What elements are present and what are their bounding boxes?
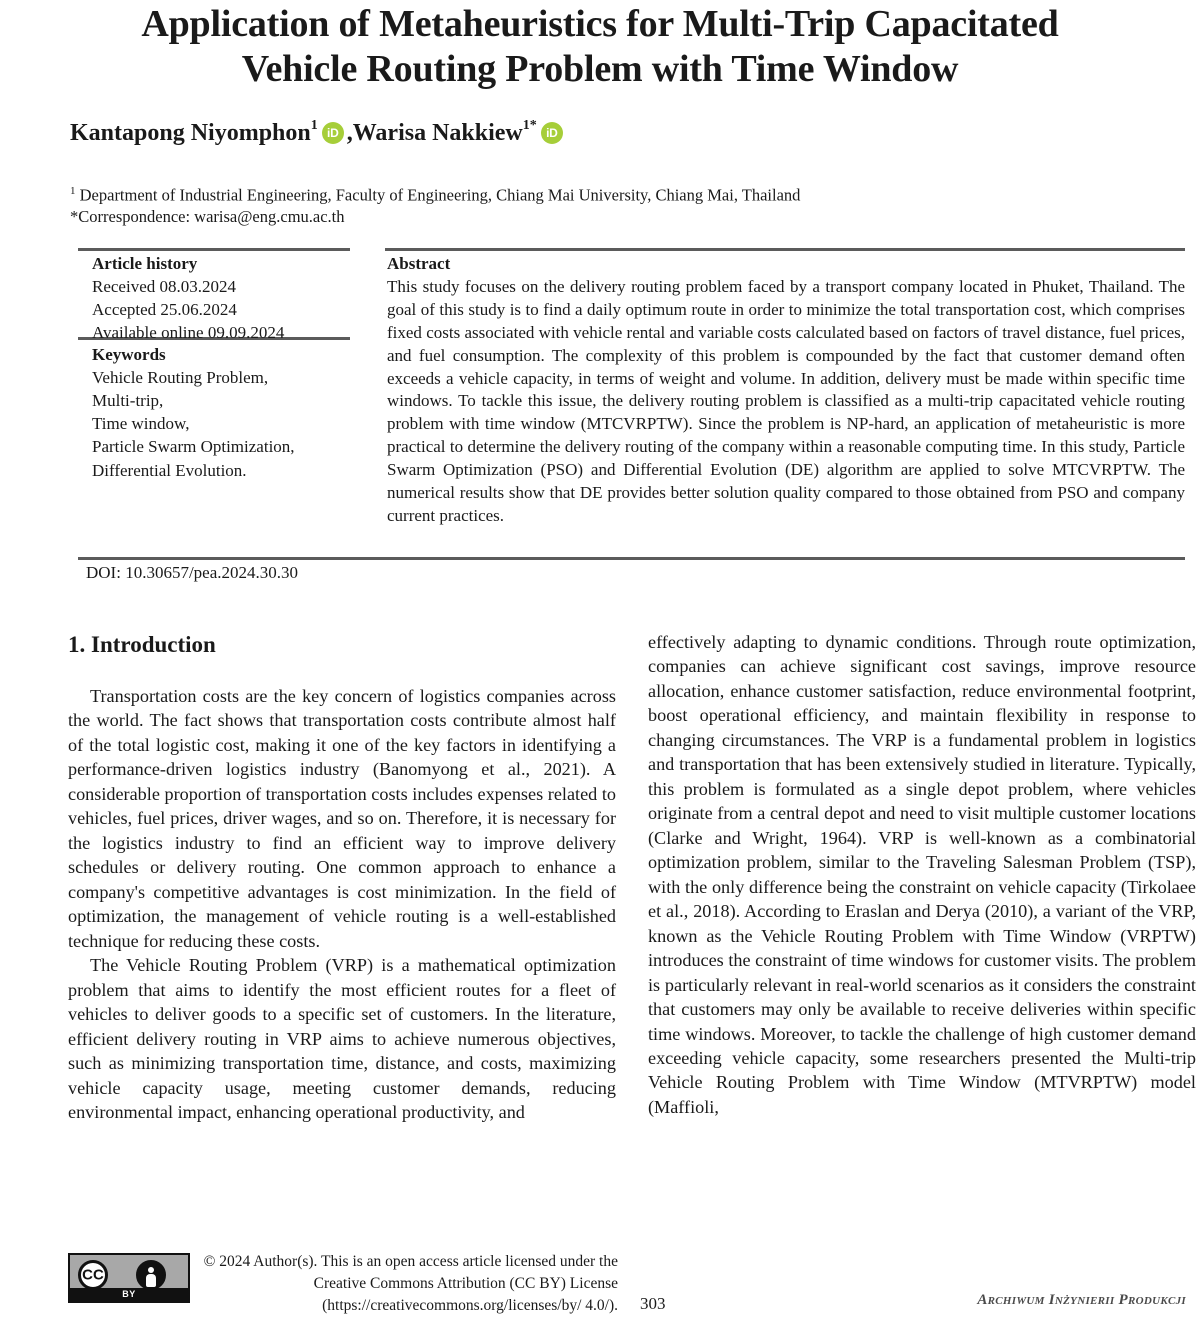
cc-circle-icon — [78, 1260, 108, 1290]
affiliation-line — [70, 184, 1120, 206]
article-history-top-rule — [78, 248, 350, 251]
person-head — [148, 1267, 154, 1273]
author-affiliation-marker-2: 1* — [522, 118, 537, 133]
doi-top-rule — [78, 557, 1185, 560]
article-history-box — [78, 252, 350, 344]
abstract-text: This study focuses on the delivery routing problem faced by a transport company located in Phuket, Thailand. The goal of this study is to find a daily optimum route in order to minimize the total transportation cost, which comprises fixed costs associated with vehicle rental and variable costs calculated based on factors of travel distance, fuel prices, and fuel consumption. The complexity of this problem is compounded by the fact that customer demand often exceeds a vehicle capacity, in terms of weight and volume. In addition, delivery must be made within specific time windows. To tackle this issue, the delivery routing problem is classified as a multi-trip capacitated vehicle routing problem with time window (MTCVRPTW). Since the problem is NP-hard, an application of metaheuristic is more practical to determine the delivery routing of the company within a reasonable computing time. In this study, Particle Swarm Optimization (PSO) and Differential Evolution (DE) algorithm are applied to solve MTCVRPTW. The numerical results show that DE provides better solution quality compared to those obtained from PSO and company current practices. — [387, 277, 1185, 525]
affiliation-text: Department of Industrial Engineering, Faculty of Engineering, Chiang Mai University, Chiang Mai, Thailand — [79, 185, 801, 205]
abstract-heading: Abstract — [387, 254, 451, 273]
body-paragraph: The Vehicle Routing Problem (VRP) is a mathematical optimization problem that aims to identify the most efficient routes for a fleet of vehicles to deliver goods to a specific set of customers. In the literature, efficient delivery routing in VRP aims to achieve numerous objectives, such as minimizing transportation time, distance, and costs, maximizing vehicle capacity usage, meeting customer demands, reducing environmental impact, enhancing operational productivity, and — [68, 955, 616, 1122]
author-affiliation-marker-1: 1 — [310, 118, 318, 133]
page-title: Application of Metaheuristics for Multi-Trip Capacitated Vehicle Routing Problem with Time Window — [141, 3, 1059, 90]
body-paragraph: effectively adapting to dynamic conditions. Through route optimization, companies can achieve significant cost savings, improve resource allocation, enhance customer satisfaction, reduce environmental footprint, boost operational efficiency, and maintain flexibility in response to changing circumstances. The VRP is a fundamental problem in logistics and transportation that has been extensively studied in literature. Typically, this problem is formulated as a single depot problem, where vehicles originate from a central depot and need to visit multiple customer locations (Clarke and Wright, 1964). VRP is well-known as a combinatorial optimization problem, similar to the Traveling Salesman Problem (TSP), with the only difference being the constraint on vehicle capacity (Tirkolaee et al., 2018). According to Eraslan and Derya (2010), a variant of the VRP, known as the Vehicle Routing Problem with Time Window (VRPTW) introduces the constraint of time windows for customer visits. The problem is particularly relevant in real-world scenarios as it considers the constraint that customers may only be available to receive deliveries within specific time windows. Moreover, to tackle the challenge of high customer demand exceeding vehicle capacity, some researchers presented the Multi-trip Vehicle Routing Problem with Time Window (MTVRPTW) model (Maffioli, — [648, 632, 1196, 1117]
article-history-accepted: Accepted 25.06.2024 — [92, 300, 237, 320]
body-column-right — [648, 630, 1196, 1119]
article-history-heading: Article history — [92, 254, 198, 273]
keyword-item: Multi-trip, — [92, 391, 164, 411]
orcid-id-icon[interactable] — [541, 122, 563, 144]
affiliation-block — [70, 184, 1120, 228]
keyword-item: Time window, — [92, 414, 190, 434]
keyword-item: Particle Swarm Optimization, — [92, 437, 295, 457]
abstract-top-rule — [385, 248, 1185, 251]
license-text: © 2024 Author(s). This is an open access article licensed under the Creative Commons Attribution (CC BY) License (https://creativecommons.org/licenses/by/ 4.0/). — [203, 1253, 618, 1314]
person-icon — [136, 1260, 166, 1290]
author-name-2: Warisa Nakkiew — [352, 120, 523, 146]
abstract-block — [387, 253, 1185, 528]
person-glyph — [146, 1267, 156, 1287]
journal-name: Archiwum Inżynierii Produkcji — [977, 1292, 1186, 1308]
page-number: 303 — [640, 1294, 666, 1313]
author-separator: , — [346, 120, 353, 146]
keyword-item: Vehicle Routing Problem, — [92, 368, 269, 388]
person-body — [146, 1274, 156, 1287]
doi-text[interactable]: DOI: 10.30657/pea.2024.30.30 — [86, 563, 299, 582]
cc-label: CC — [82, 1266, 104, 1284]
keywords-box — [78, 343, 350, 482]
body-paragraph: Transportation costs are the key concern of logistics companies across the world. The fact shows that transportation costs contribute almost half of the total logistic cost, making it one of the key factors in identifying a performance-driven logistics industry (Banomyong et al., 2021). A considerable proportion of transportation costs includes expenses related to vehicles, fuel prices, driver wages, and so on. Therefore, it is necessary for the logistics industry to find an efficient way to improve delivery schedules or delivery routing. One common approach to enhance a company's competitive advantages is cost minimization. In the field of optimization, the management of vehicle routing is a well-established technique for reducing these costs. — [68, 686, 616, 951]
orcid-id-icon[interactable] — [322, 122, 344, 144]
author-list — [70, 118, 566, 146]
keyword-item: Differential Evolution. — [92, 460, 247, 480]
article-history-received: Received 08.03.2024 — [92, 277, 236, 297]
article-history-available-online: Available online 09.09.2024 — [92, 323, 285, 343]
section-title-introduction: 1. Introduction — [68, 632, 216, 657]
affiliation-marker: 1 — [70, 185, 76, 197]
correspondence-line: *Correspondence: warisa@eng.cmu.ac.th — [70, 207, 345, 227]
keywords-heading: Keywords — [92, 345, 166, 364]
creative-commons-by-badge-icon[interactable] — [68, 1253, 190, 1303]
body-column-left — [68, 684, 616, 1124]
author-name-1: Kantapong Niyomphon — [70, 120, 311, 146]
by-label: BY — [70, 1288, 188, 1301]
